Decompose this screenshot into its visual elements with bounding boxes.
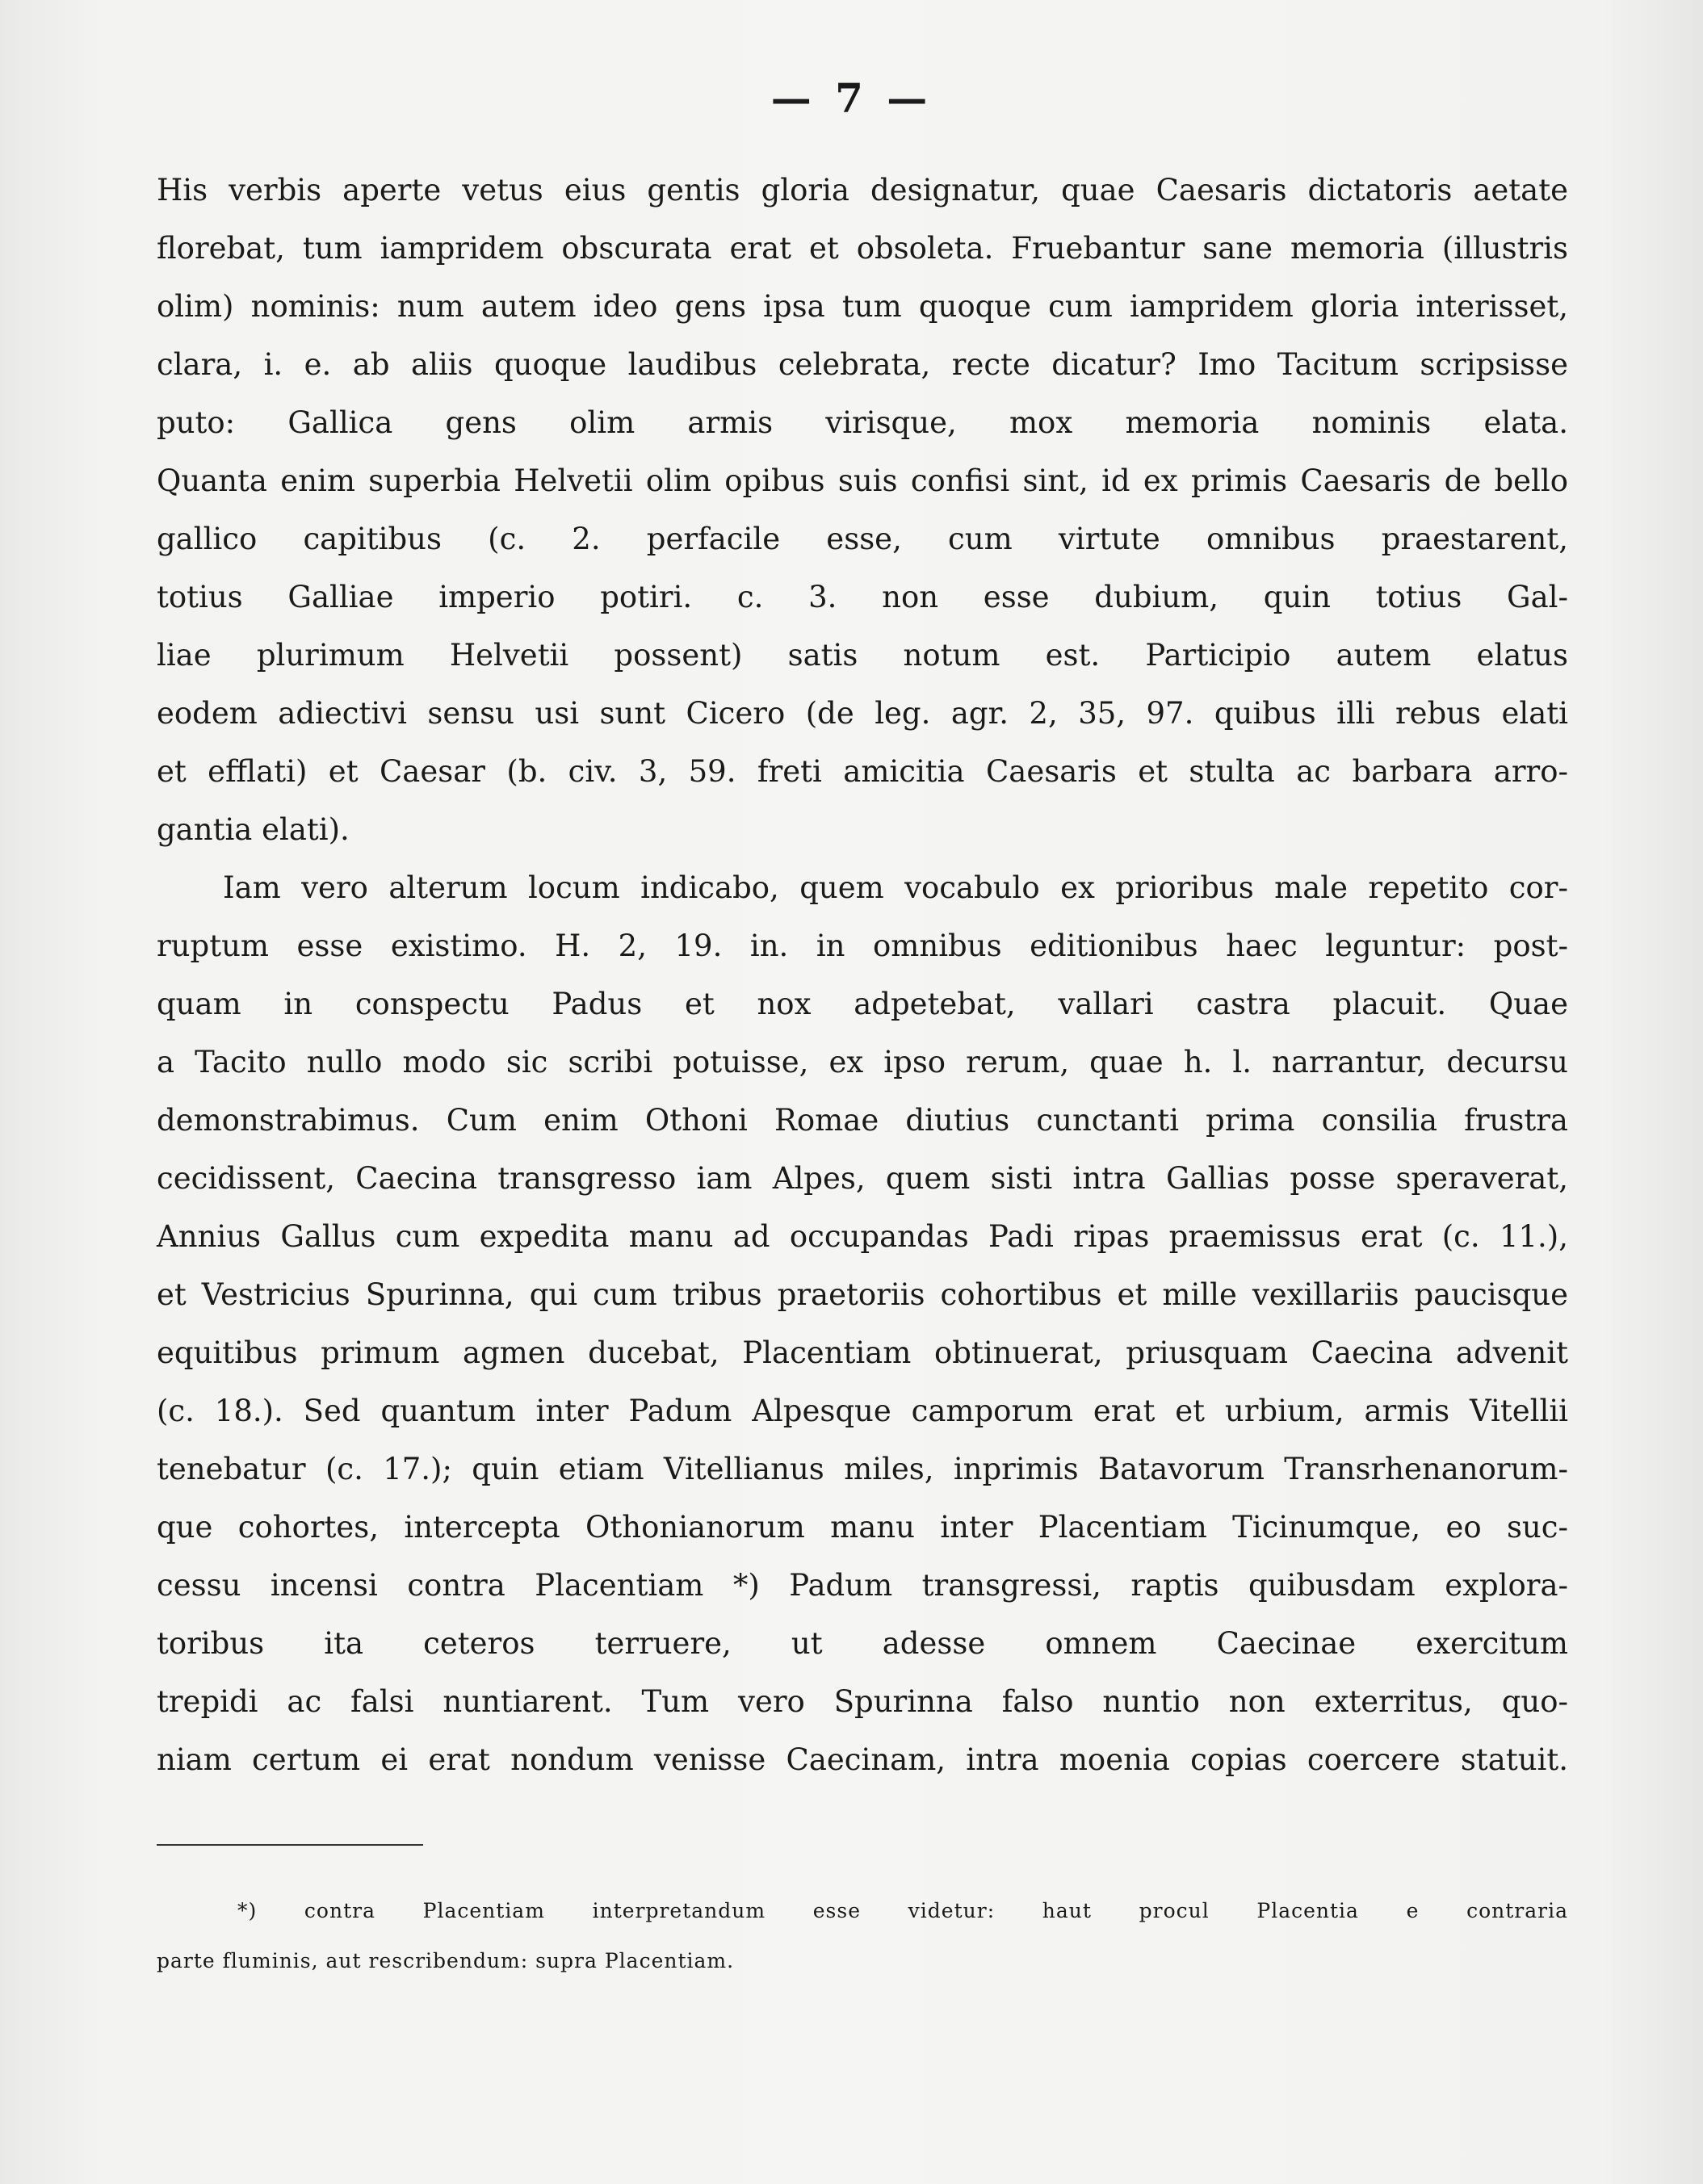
text-line: et Vestricius Spurinna, qui cum tribus praetoriis cohortibus et mille vexillariis paucisque <box>157 1277 1568 1312</box>
text-line: clara, i. e. ab aliis quoque laudibus celebrata, recte dicatur? Imo Tacitum scripsisse <box>157 347 1568 382</box>
text-line: Quanta enim superbia Helvetii olim opibus suis confisi sint, id ex primis Caesaris de bello <box>157 463 1568 498</box>
text-line: Iam vero alterum locum indicabo, quem vocabulo ex prioribus male repetito cor- <box>223 870 1568 905</box>
text-line: totius Galliae imperio potiri. c. 3. non esse dubium, quin totius Gal- <box>157 580 1568 614</box>
footnote-line: *) contra Placentiam interpretandum esse videtur: haut procul Placentia e contraria <box>237 1899 1568 1922</box>
text-line: toribus ita ceteros terruere, ut adesse omnem Caecinae exercitum <box>157 1626 1568 1661</box>
text-line: niam certum ei erat nondum venisse Caecinam, intra moenia copias coercere statuit. <box>157 1742 1568 1777</box>
text-line: liae plurimum Helvetii possent) satis notum est. Participio autem elatus <box>157 638 1568 673</box>
text-line: florebat, tum iampridem obscurata erat et obsoleta. Fruebantur sane memoria (illustris <box>157 231 1568 266</box>
text-line: cessu incensi contra Placentiam *) Padum transgressi, raptis quibusdam explora- <box>157 1568 1568 1603</box>
text-line: que cohortes, intercepta Othonianorum manu inter Placentiam Ticinumque, eo suc- <box>157 1510 1568 1545</box>
text-line: olim) nominis: num autem ideo gens ipsa tum quoque cum iampridem gloria interisset, <box>157 289 1568 324</box>
footnote-line: parte fluminis, aut rescribendum: supra Placentiam. <box>157 1949 735 1972</box>
text-line: a Tacito nullo modo sic scribi potuisse, ex ipso rerum, quae h. l. narrantur, decursu <box>157 1045 1568 1079</box>
page-number: — 7 — <box>770 74 933 122</box>
text-line: quam in conspectu Padus et nox adpetebat, vallari castra placuit. Quae <box>157 987 1568 1021</box>
text-line: et efflati) et Caesar (b. civ. 3, 59. freti amicitia Caesaris et stulta ac barbara arro- <box>157 754 1568 789</box>
text-line: (c. 18.). Sed quantum inter Padum Alpesque camporum erat et urbium, armis Vitellii <box>157 1394 1568 1428</box>
footnote-divider <box>157 1844 423 1846</box>
body-text <box>157 161 1568 1789</box>
text-line: His verbis aperte vetus eius gentis gloria designatur, quae Caesaris dictatoris aetate <box>157 173 1568 208</box>
text-line: Annius Gallus cum expedita manu ad occupandas Padi ripas praemissus erat (c. 11.), <box>157 1219 1568 1254</box>
text-line: trepidi ac falsi nuntiarent. Tum vero Spurinna falso nuntio non exterritus, quo- <box>157 1684 1568 1719</box>
text-line: tenebatur (c. 17.); quin etiam Vitellianus miles, inprimis Batavorum Transrhenanorum- <box>157 1452 1568 1486</box>
text-line: puto: Gallica gens olim armis virisque, mox memoria nominis elata. <box>157 405 1568 440</box>
text-line: gallico capitibus (c. 2. perfacile esse, cum virtute omnibus praestarent, <box>157 522 1568 556</box>
text-line: eodem adiectivi sensu usi sunt Cicero (de leg. agr. 2, 35, 97. quibus illi rebus elati <box>157 696 1568 731</box>
text-line: gantia elati). <box>157 812 350 847</box>
text-line: equitibus primum agmen ducebat, Placentiam obtinuerat, priusquam Caecina advenit <box>157 1335 1568 1370</box>
text-line: cecidissent, Caecina transgresso iam Alpes, quem sisti intra Gallias posse speraverat, <box>157 1161 1568 1196</box>
footnotes <box>157 1886 1568 1986</box>
text-line: ruptum esse existimo. H. 2, 19. in. in omnibus editionibus haec leguntur: post- <box>157 929 1568 963</box>
text-line: demonstrabimus. Cum enim Othoni Romae diutius cunctanti prima consilia frustra <box>157 1103 1568 1138</box>
